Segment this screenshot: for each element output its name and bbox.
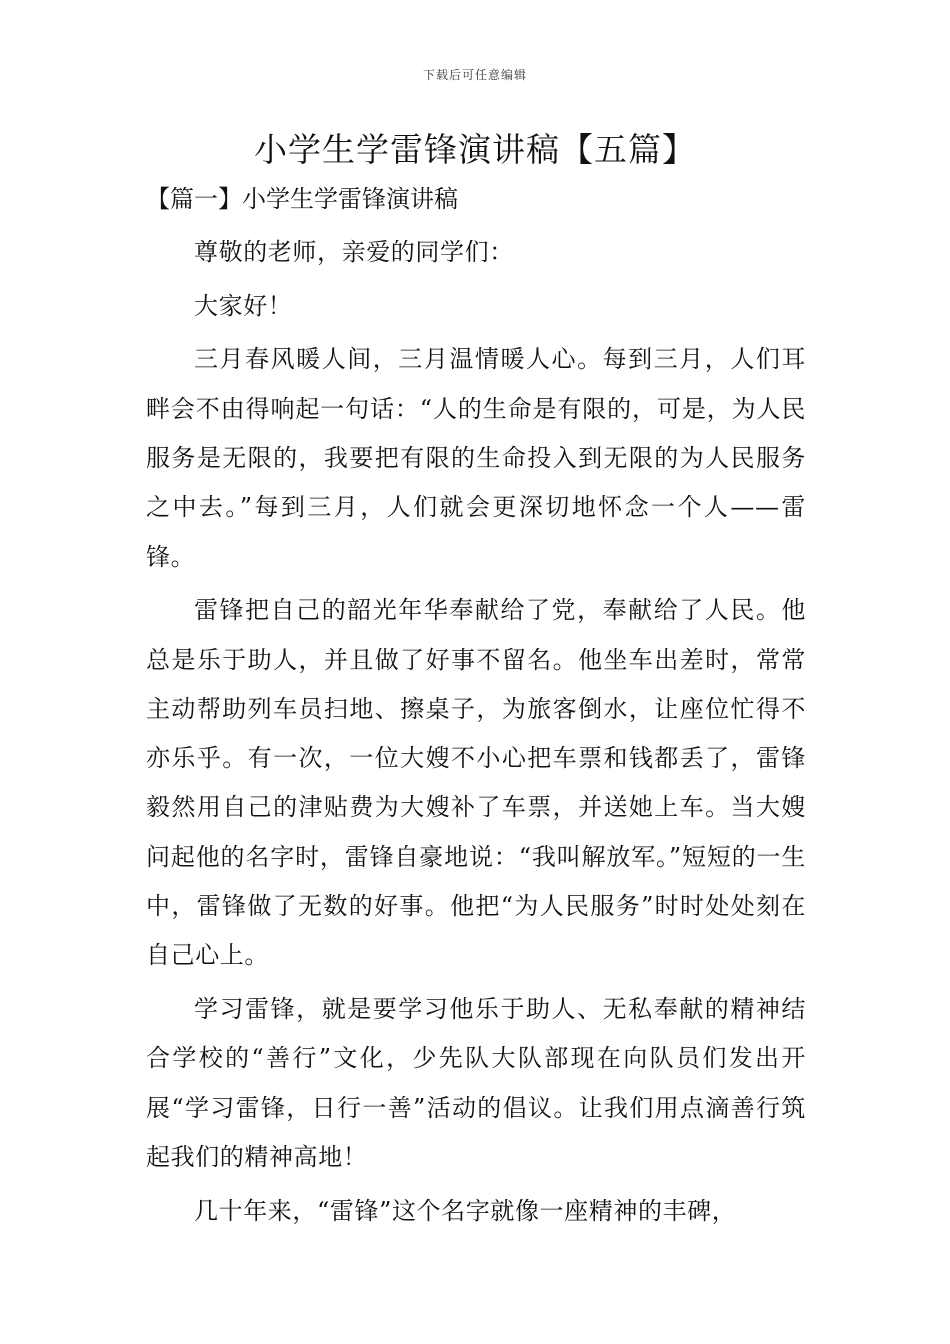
paragraph: 学习雷锋，就是要学习他乐于助人、无私奉献的精神结合学校的“善行”文化，少先队大队部现在向队员们发出开展“学习雷锋，日行一善”活动的倡议。让我们用点滴善行筑起我们的精神高地！ <box>146 995 806 1171</box>
paragraph: 三月春风暖人间，三月温情暖人心。每到三月，人们耳畔会不由得响起一句话：“人的生命是有限的，可是，为人民服务是无限的，我要把有限的生命投入到无限的为人民服务之中去。”每到三月，人们就会更深切地怀念一个人——雷锋。 <box>146 345 806 571</box>
paragraph: 雷锋把自己的韶光年华奉献给了党，奉献给了人民。他总是乐于助人，并且做了好事不留名。他坐车出差时，常常主动帮助列车员扫地、擦桌子，为旅客倒水，让座位忙得不亦乐乎。有一次，一位大嫂不小心把车票和钱都丢了，雷锋毅然用自己的津贴费为大嫂补了车票，并送她上车。当大嫂问起他的名字时，雷锋自豪地说：“我叫解放军。”短短的一生中，雷锋做了无数的好事。他把“为人民服务”时时处处刻在自己心上。 <box>146 596 806 970</box>
section-heading: 【篇一】小学生学雷锋演讲稿 <box>146 185 458 213</box>
paragraph: 几十年来，“雷锋”这个名字就像一座精神的丰碑， <box>194 1196 737 1225</box>
header-note: 下载后可任意编辑 <box>422 68 527 82</box>
document-body <box>146 228 806 1240</box>
document-title: 小学生学雷锋演讲稿【五篇】 <box>254 130 696 169</box>
paragraph-greeting: 大家好！ <box>194 291 293 320</box>
paragraph-salutation: 尊敬的老师，亲爱的同学们： <box>194 238 514 266</box>
